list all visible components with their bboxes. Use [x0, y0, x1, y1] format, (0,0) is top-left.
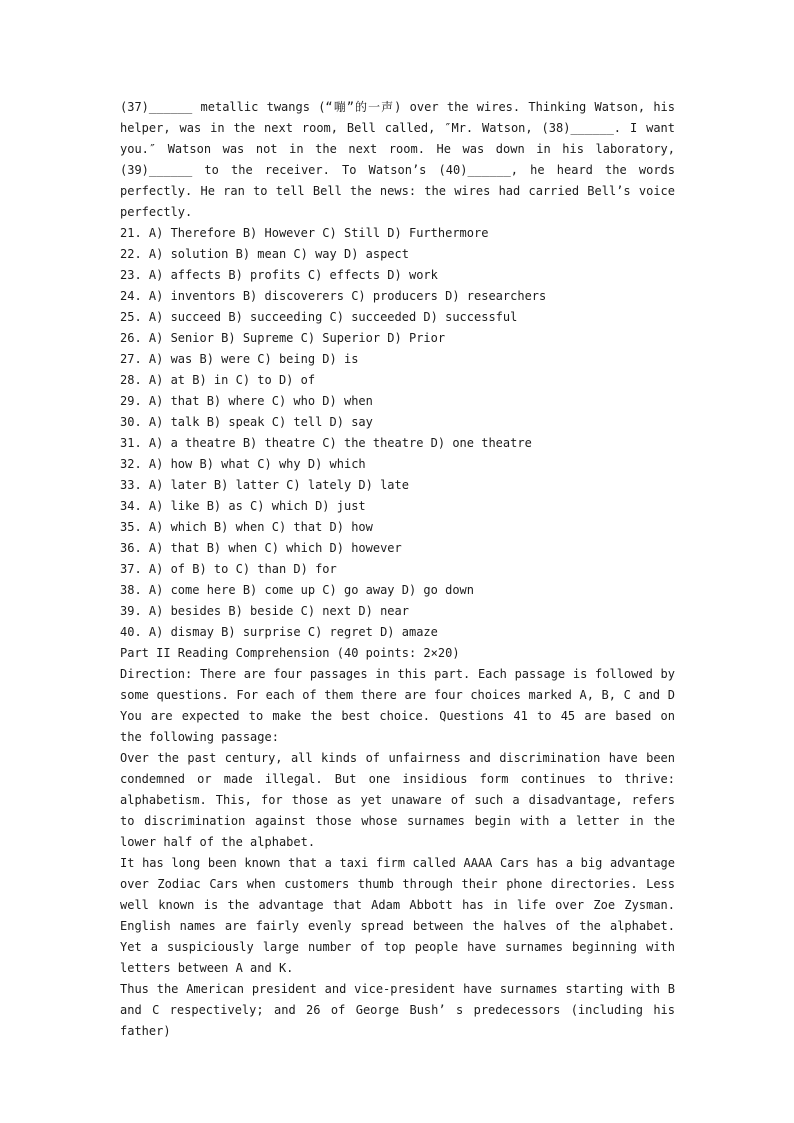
cloze-option-22: 22. A) solution B) mean C) way D) aspect	[120, 247, 409, 261]
cloze-option-36: 36. A) that B) when C) which D) however	[120, 541, 402, 555]
cloze-option-30: 30. A) talk B) speak C) tell D) say	[120, 415, 373, 429]
cloze-option-33: 33. A) later B) latter C) lately D) late	[120, 478, 409, 492]
passage-paragraph-1: Over the past century, all kinds of unfairness and discrimination have been condemned or made illegal. But one insidious form continues to thrive: alphabetism. This, for those as yet unaware of such a disadvantage, refers to discrimination against those whose surnames begin with a letter in the lower half of the alphabet.	[120, 751, 675, 849]
cloze-option-37: 37. A) of B) to C) than D) for	[120, 562, 337, 576]
cloze-option-34: 34. A) like B) as C) which D) just	[120, 499, 366, 513]
cloze-option-40: 40. A) dismay B) surprise C) regret D) amaze	[120, 625, 438, 639]
passage-paragraph-3: Thus the American president and vice-president have surnames starting with B and C respectively; and 26 of George Bush’ s predecessors (including his father)	[120, 982, 675, 1038]
cloze-option-32: 32. A) how B) what C) why D) which	[120, 457, 366, 471]
cloze-option-26: 26. A) Senior B) Supreme C) Superior D) Prior	[120, 331, 446, 345]
cloze-option-39: 39. A) besides B) beside C) next D) near	[120, 604, 409, 618]
cloze-option-28: 28. A) at B) in C) to D) of	[120, 373, 316, 387]
passage-paragraph-2: It has long been known that a taxi firm called AAAA Cars has a big advantage over Zodiac Cars when customers thumb through their phone directories. Less well known is the advantage that Adam Abbott has in life over Zoe Zysman. English names are fairly evenly spread between the halves of the alphabet. Yet a suspiciously large number of top people have surnames beginning with letters between A and K.	[120, 856, 675, 975]
cloze-option-24: 24. A) inventors B) discoverers C) producers D) researchers	[120, 289, 547, 303]
direction-text: Direction: There are four passages in this part. Each passage is followed by some questions. For each of them there are four choices marked A, B, C and D You are expected to make the best choice. Questions 41 to 45 are based on the following passage:	[120, 667, 675, 744]
cloze-option-38: 38. A) come here B) come up C) go away D) go down	[120, 583, 475, 597]
cloze-option-25: 25. A) succeed B) succeeding C) succeeded D) successful	[120, 310, 518, 324]
document-content	[120, 97, 675, 1042]
cloze-option-27: 27. A) was B) were C) being D) is	[120, 352, 359, 366]
cloze-option-31: 31. A) a theatre B) theatre C) the theatre D) one theatre	[120, 436, 532, 450]
cloze-option-35: 35. A) which B) when C) that D) how	[120, 520, 373, 534]
cloze-option-29: 29. A) that B) where C) who D) when	[120, 394, 373, 408]
cloze-passage-end: (37)______ metallic twangs (“嘣”的一声) over the wires. Thinking Watson, his helper, was in the next room, Bell called, ″Mr. Watson, (38)______. I want you.″ Watson was not in the next room. He was down in his laboratory, (39)______ to the receiver. To Watson’s (40)______, he heard the words perfectly. He ran to tell Bell the news: the wires had carried Bell’s voice perfectly.	[120, 100, 675, 219]
cloze-options-list	[120, 223, 675, 643]
part2-heading: Part II Reading Comprehension (40 points: 2×20)	[120, 646, 460, 660]
cloze-option-21: 21. A) Therefore B) However C) Still D) Furthermore	[120, 226, 489, 240]
cloze-option-23: 23. A) affects B) profits C) effects D) work	[120, 268, 438, 282]
